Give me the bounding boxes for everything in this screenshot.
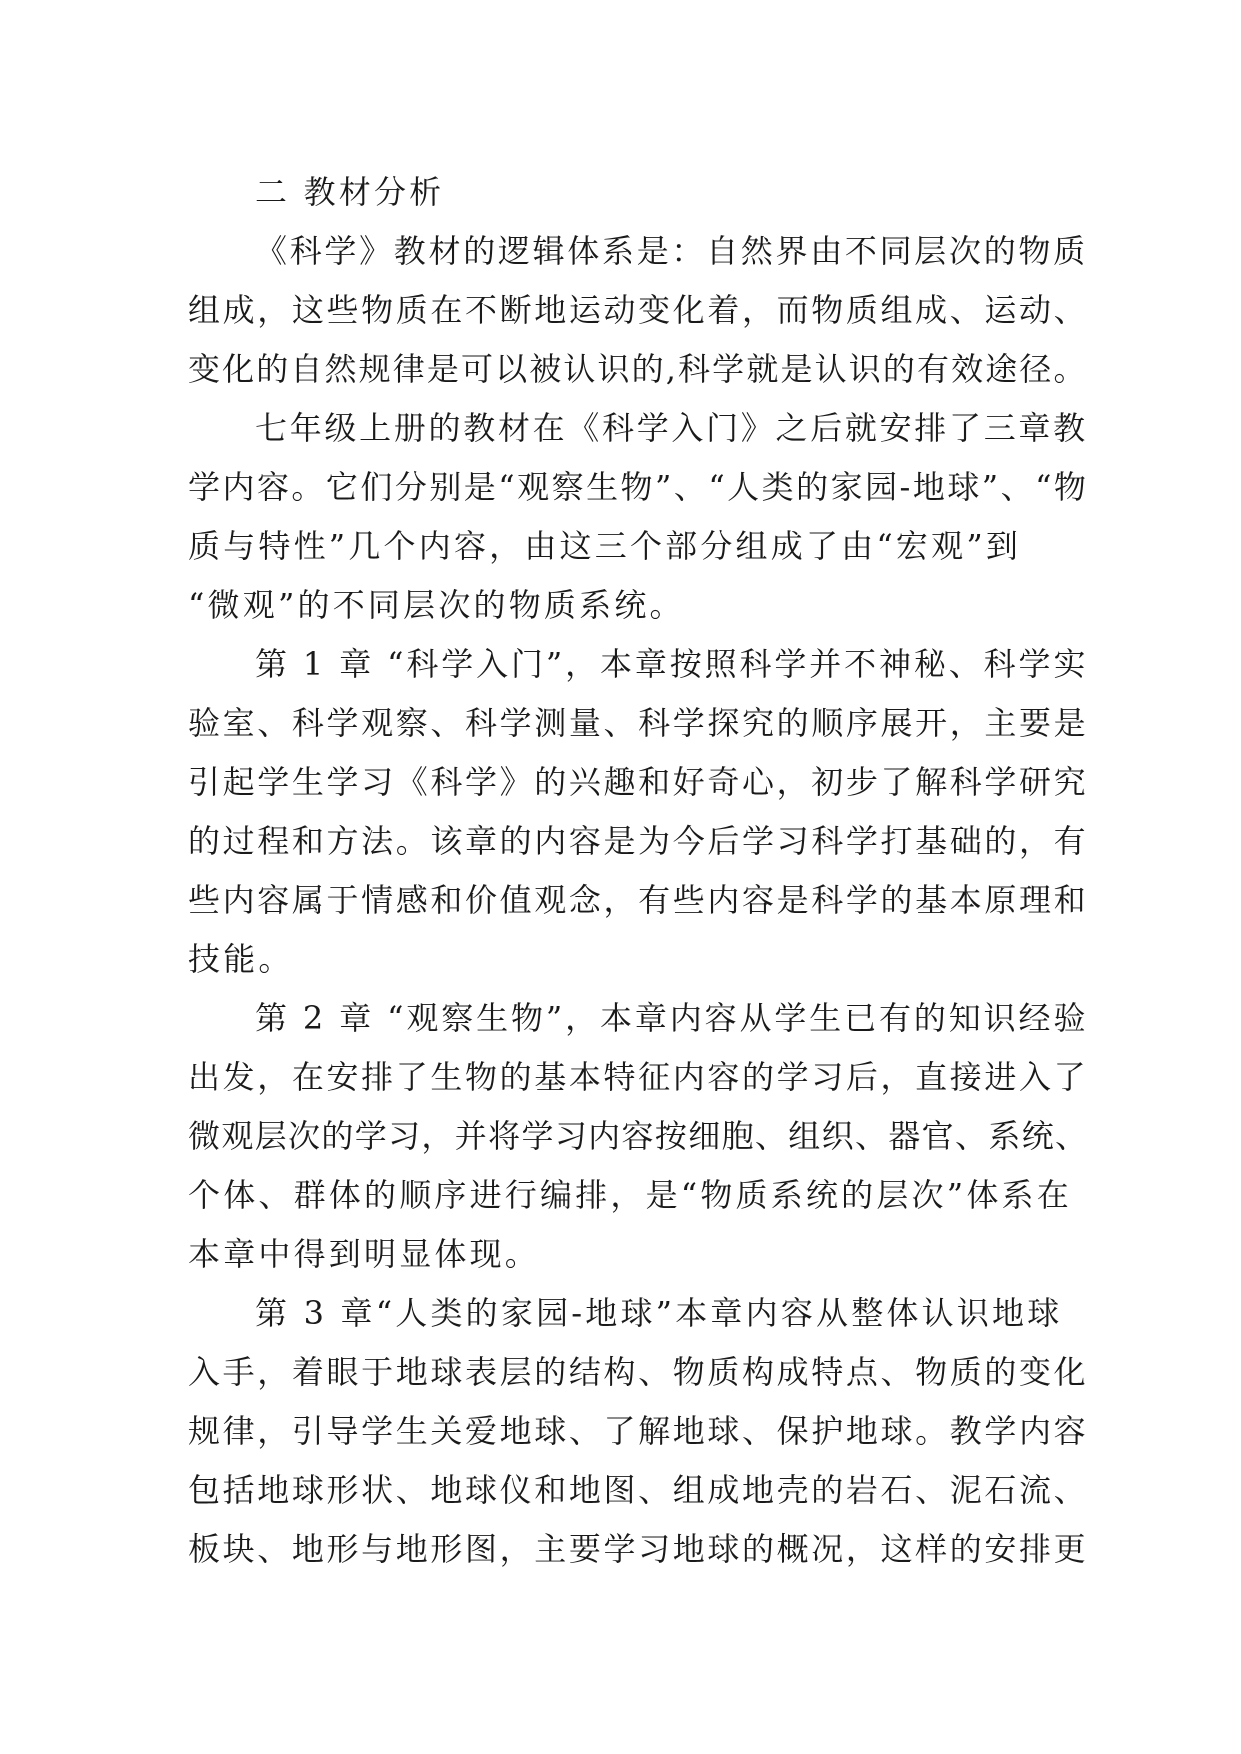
text-line: 质与特性”几个内容，由这三个部分组成了由“宏观”到	[188, 527, 1022, 565]
text-line: 第 1 章 “科学入门”，本章按照科学并不神秘、科学实	[255, 645, 1089, 683]
text-line: 入手，着眼于地球表层的结构、物质构成特点、物质的变化	[188, 1353, 1089, 1391]
text-line: 变化的自然规律是可以被认识的,科学就是认识的有效途径。	[188, 350, 1088, 388]
text-line: 些内容属于情感和价值观念，有些内容是科学的基本原理和	[188, 881, 1089, 919]
document-body	[188, 163, 1089, 1579]
text-line: 本章中得到明显体现。	[188, 1235, 541, 1273]
text-line: 第 2 章 “观察生物”，本章内容从学生已有的知识经验	[255, 999, 1089, 1037]
text-line: 学内容。它们分别是“观察生物”、“人类的家园-地球”、“物	[188, 468, 1089, 506]
text-line: 微观层次的学习，并将学习内容按细胞、组织、器官、系统、	[188, 1117, 1089, 1155]
text-line: 技能。	[188, 940, 294, 978]
paragraph-lines	[188, 222, 1089, 1579]
text-line: 的过程和方法。该章的内容是为今后学习科学打基础的，有	[188, 822, 1089, 860]
text-line: 包括地球形状、地球仪和地图、组成地壳的岩石、泥石流、	[188, 1471, 1089, 1509]
text-line: 出发，在安排了生物的基本特征内容的学习后，直接进入了	[188, 1058, 1089, 1096]
text-line: 引起学生学习《科学》的兴趣和好奇心，初步了解科学研究	[188, 763, 1089, 801]
text-line: 组成，这些物质在不断地运动变化着，而物质组成、运动、	[188, 291, 1089, 329]
text-line: 规律，引导学生关爱地球、了解地球、保护地球。教学内容	[188, 1412, 1089, 1450]
text-line: 板块、地形与地形图，主要学习地球的概况，这样的安排更	[188, 1530, 1089, 1568]
text-line: 个体、群体的顺序进行编排，是“物质系统的层次”体系在	[188, 1176, 1072, 1214]
text-line: 第 3 章“人类的家园-地球”本章内容从整体认识地球	[255, 1294, 1063, 1332]
text-line: 《科学》教材的逻辑体系是：自然界由不同层次的物质	[255, 232, 1088, 270]
text-line: 验室、科学观察、科学测量、科学探究的顺序展开，主要是	[188, 704, 1089, 742]
text-line: 七年级上册的教材在《科学入门》之后就安排了三章教	[255, 409, 1088, 447]
section-heading: 二 教材分析	[255, 173, 445, 211]
text-line: “微观”的不同层次的物质系统。	[188, 586, 685, 624]
